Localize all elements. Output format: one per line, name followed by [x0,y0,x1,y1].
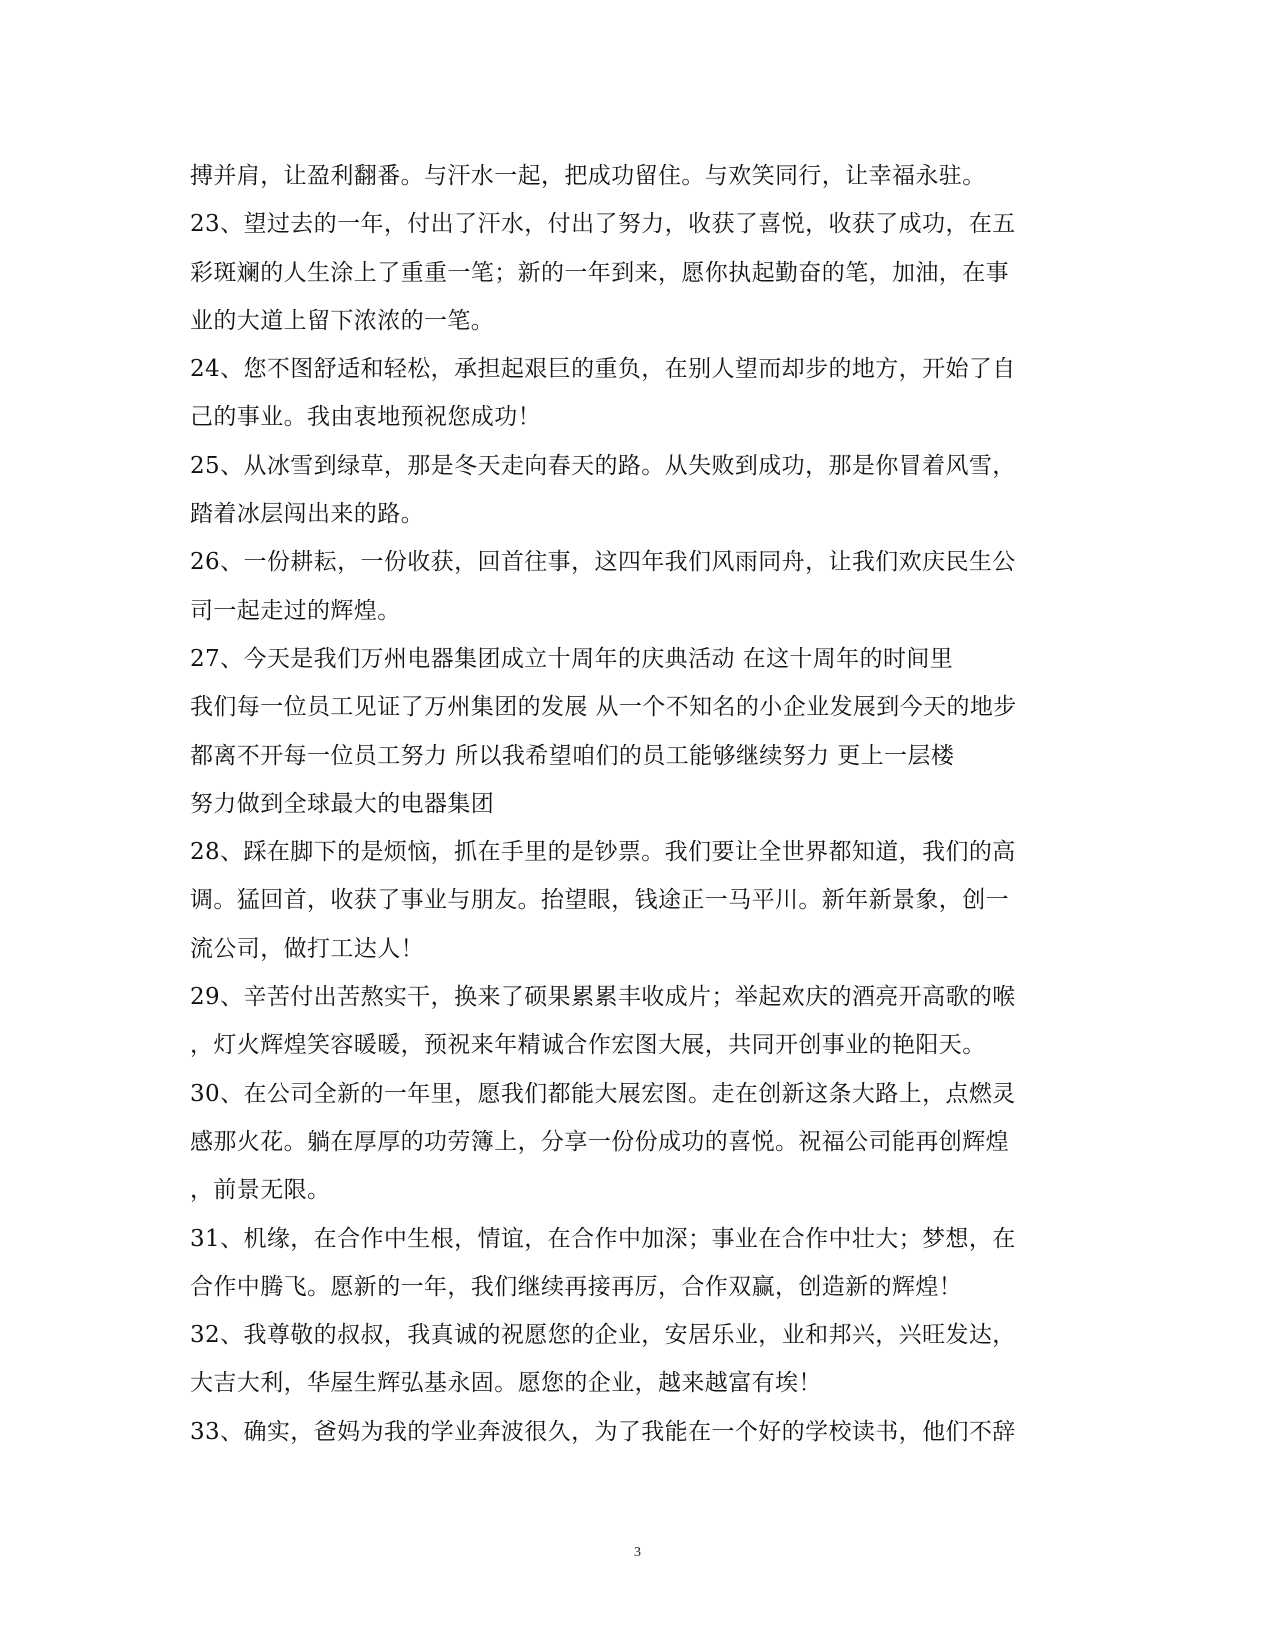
text-line: 业的大道上留下浓浓的一笔。 [190,307,495,334]
text-line: 司一起走过的辉煌。 [190,597,401,624]
text-line: ，灯火辉煌笑容暖暖，预祝来年精诚合作宏图大展，共同开创事业的艳阳天。 [190,1032,986,1059]
text-line: 搏并肩，让盈利翻番。与汗水一起，把成功留住。与欢笑同行，让幸福永驻。 [190,163,986,189]
text-line: 踏着冰层闯出来的路。 [190,501,424,528]
text-line: 流公司，做打工达人！ [190,935,424,962]
text-line: 24、您不图舒适和轻松，承担起艰巨的重负，在别人望而却步的地方，开始了自 [190,356,1016,383]
text-line: 己的事业。我由衷地预祝您成功！ [190,404,541,431]
text-line: 29、辛苦付出苦熬实干，换来了硕果累累丰收成片；举起欢庆的酒亮开高歌的喉 [190,984,1016,1011]
text-line: 都离不开每一位员工努力 所以我希望咱们的员工能够继续努力 更上一层楼 [190,742,955,769]
text-line: 31、机缘，在合作中生根，情谊，在合作中加深；事业在合作中壮大；梦想，在 [190,1225,1016,1252]
text-line: 大吉大利，华屋生辉弘基永固。愿您的企业，越来越富有埃！ [190,1370,822,1397]
text-line: 25、从冰雪到绿草，那是冬天走向春天的路。从失败到成功，那是你冒着风雪， [190,452,1016,479]
text-line: 32、我尊敬的叔叔，我真诚的祝愿您的企业，安居乐业，业和邦兴，兴旺发达， [190,1322,1016,1349]
text-line: 26、一份耕耘，一份收获，回首往事，这四年我们风雨同舟，让我们欢庆民生公 [190,549,1016,576]
text-line: 23、望过去的一年，付出了汗水，付出了努力，收获了喜悦，收获了成功，在五 [190,211,1016,238]
text-line: 27、今天是我们万州电器集团成立十周年的庆典活动 在这十周年的时间里 [190,645,954,672]
text-line: 30、在公司全新的一年里，愿我们都能大展宏图。走在创新这条大路上，点燃灵 [190,1080,1016,1107]
page-number: 3 [634,1545,641,1560]
text-line: 我们每一位员工见证了万州集团的发展 从一个不知名的小企业发展到今天的地步 [190,694,1017,721]
text-line: 努力做到全球最大的电器集团 [190,790,495,817]
text-line: 调。猛回首，收获了事业与朋友。抬望眼，钱途正一马平川。新年新景象，创一 [190,887,1009,914]
text-line: ，前景无限。 [190,1177,331,1204]
document-body [190,152,1090,1456]
text-line: 合作中腾飞。愿新的一年，我们继续再接再厉，合作双赢，创造新的辉煌！ [190,1273,963,1300]
text-line: 彩斑斓的人生涂上了重重一笔；新的一年到来，愿你执起勤奋的笔，加油，在事 [190,259,1009,286]
text-line: 感那火花。躺在厚厚的功劳簿上，分享一份份成功的喜悦。祝福公司能再创辉煌 [190,1128,1009,1155]
text-line: 33、确实，爸妈为我的学业奔波很久，为了我能在一个好的学校读书，他们不辞 [190,1418,1016,1445]
text-line: 28、踩在脚下的是烦恼，抓在手里的是钞票。我们要让全世界都知道，我们的高 [190,839,1016,866]
